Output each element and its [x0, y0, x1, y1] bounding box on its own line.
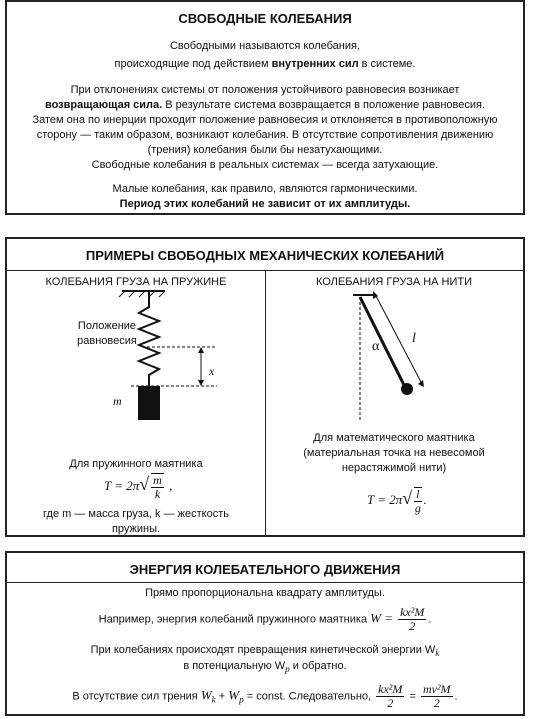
definition-line: Свободными называются колебания, [169, 40, 361, 52]
text-line: равновесия [77, 335, 137, 347]
formula-den: k [154, 487, 161, 501]
equilibrium-label [62, 319, 152, 349]
formula-num: kx²M [400, 605, 425, 619]
bold-text: внутренних сил [271, 58, 359, 70]
text-line: При отклонениях системы от положения устойчивого равновесия возникает [70, 84, 460, 96]
text-line: где m — масса груза, k — жесткость [43, 508, 229, 520]
weight-block [138, 386, 160, 420]
text-line: Затем она по инерции проходит положение равновесия и отклоняется в противоположную [32, 114, 498, 126]
text: и обратно. [289, 660, 347, 672]
x-label: x [209, 364, 215, 378]
column-header: КОЛЕБАНИЯ ГРУЗА НА НИТИ [315, 276, 473, 288]
spring-note [7, 507, 265, 537]
formula-num: kx²M [378, 682, 403, 696]
text-line [7, 98, 523, 113]
text-line: нерастяжимой нити) [341, 462, 447, 474]
math-caption [265, 431, 523, 476]
text-line: В отсутствие сил трения $W_k + W_p$ = const. Следовательно, $\frac{\text{kx²M}}{2}$ = $\frac{\text{mv²M}}{2}$ . [72, 682, 458, 710]
spring-formula: T = 2π√ $\frac{m}{k}$ , [104, 473, 173, 501]
section-free-oscillations [5, 0, 525, 215]
text-line [7, 659, 523, 677]
formula-lhs: T = 2π [367, 491, 403, 507]
formula-num: mv²M [422, 682, 451, 696]
paragraph [7, 182, 523, 212]
text: Например, энергия колебаний пружинного маятника [98, 613, 368, 626]
text: В отсутствие сил трения [72, 690, 198, 703]
mass-label: m [113, 394, 122, 408]
formula-den: 2 [387, 696, 394, 710]
subscript: p [285, 664, 290, 675]
math-formula: T = 2π√ $\frac{l}{g}$ . [367, 487, 427, 515]
text-line: Положение [77, 320, 137, 332]
text: В результате система возвращается в положение равновесия. [162, 99, 486, 111]
section-title: ПРИМЕРЫ СВОБОДНЫХ МЕХАНИЧЕСКИХ КОЛЕБАНИЙ [85, 248, 445, 263]
string-pendulum-diagram [265, 289, 523, 429]
text-line: Свободные колебания в реальных системах — всегда затухающие. [91, 159, 439, 171]
subscript: k [435, 648, 440, 659]
length-label: l [412, 331, 416, 346]
bob-icon [401, 383, 413, 395]
formula-lhs: W = [370, 610, 393, 626]
text: в системе. [358, 58, 416, 70]
section-energy [5, 551, 525, 716]
spring-caption: Для пружинного маятника [69, 458, 203, 470]
alpha-label: α [372, 339, 380, 354]
text-line: (трения) колебания были бы незатухающими. [147, 144, 383, 156]
section-title: ЭНЕРГИЯ КОЛЕБАТЕЛЬНОГО ДВИЖЕНИЯ [129, 562, 401, 577]
text-line: Прямо пропорциональна квадрату амплитуды. [145, 587, 385, 599]
definition-line [7, 57, 523, 72]
section-title: СВОБОДНЫЕ КОЛЕБАНИЯ [178, 11, 352, 26]
bold-text-line: Период этих колебаний не зависит от их амплитуды. [119, 198, 411, 210]
bold-text: возвращающая сила. [44, 99, 163, 111]
formula-lhs: T = 2π [104, 477, 140, 493]
formula-den: 2 [433, 696, 440, 710]
text-line: сторону — таким образом, возникают колебания. В отсутствие сопротивления движению [36, 129, 494, 141]
formula-num: m [153, 473, 162, 487]
formula-den: g [414, 501, 421, 515]
text: в потенциальную W [183, 660, 286, 672]
spring-pendulum-diagram [7, 289, 265, 429]
text: = const. Следовательно, [243, 690, 372, 703]
formula: W [200, 687, 212, 703]
text-line: Например, энергия колебаний пружинного маятника W = $\frac{\text{kx²M}}{2}$ . [98, 605, 432, 633]
text-line: (материальная точка на невесомой [303, 447, 485, 459]
string-line [360, 297, 405, 387]
text: происходящие под действием [114, 58, 272, 70]
text-line: пружины. [111, 523, 161, 535]
column-header: КОЛЕБАНИЯ ГРУЗА НА ПРУЖИНЕ [45, 276, 227, 288]
paragraph [7, 83, 523, 173]
formula-num: l [416, 487, 420, 501]
text-line: Для математического маятника [313, 432, 475, 444]
formula-den: 2 [409, 619, 416, 633]
text-line: Малые колебания, как правило, являются гармоническими. [112, 183, 418, 195]
text: При колебаниях происходят превращения кинетической энергии W [90, 644, 436, 656]
section-examples [5, 237, 525, 537]
divider [7, 582, 523, 583]
